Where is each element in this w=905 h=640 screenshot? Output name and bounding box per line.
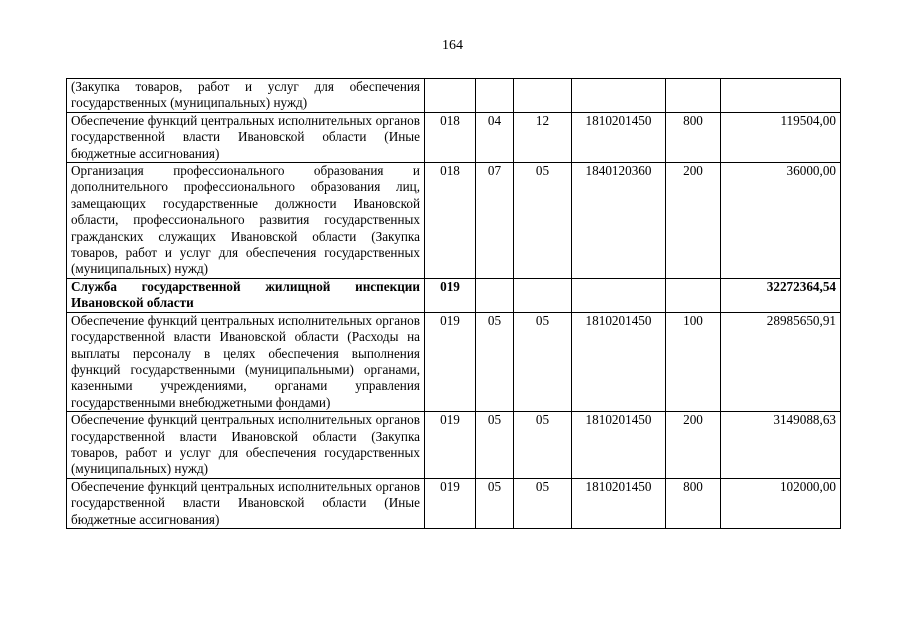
row-ministry-code: 019 <box>425 412 476 479</box>
row-amount <box>721 79 841 113</box>
table-row <box>67 79 841 113</box>
row-ministry-code: 018 <box>425 163 476 279</box>
row-amount: 32272364,54 <box>721 278 841 312</box>
row-target-code <box>572 278 666 312</box>
row-name-cell: Организация профессионального образования и дополнительного профессионального образования лиц, замещающих государственные должности Ивановской области, профессионального развития государственных гражданских служащих Ивановской области (Закупка товаров, работ и услуг для обеспечения государственных (муниципальных) нужд) <box>67 163 425 279</box>
table-row <box>67 278 841 312</box>
row-target-code: 1810201450 <box>572 412 666 479</box>
table-row <box>67 478 841 528</box>
row-expense-type-code: 800 <box>666 112 721 162</box>
row-ministry-code: 019 <box>425 478 476 528</box>
budget-table <box>66 78 841 529</box>
table-row <box>67 163 841 279</box>
row-name-cell: Обеспечение функций центральных исполнительных органов государственной власти Ивановской области (Расходы на выплаты персоналу в целях обеспечения выполнения функций государственными (муниципальными) органами, казенными учреждениями, органами управления государственными внебюджетными фондами) <box>67 312 425 411</box>
row-expense-type-code <box>666 79 721 113</box>
row-subsection-code: 05 <box>514 478 572 528</box>
row-section-code: 07 <box>476 163 514 279</box>
row-section-code: 05 <box>476 478 514 528</box>
row-target-code <box>572 79 666 113</box>
row-target-code: 1810201450 <box>572 112 666 162</box>
table-row <box>67 112 841 162</box>
row-section-code <box>476 79 514 113</box>
row-amount: 36000,00 <box>721 163 841 279</box>
row-subsection-code: 05 <box>514 412 572 479</box>
row-name-cell: Обеспечение функций центральных исполнительных органов государственной власти Ивановской области (Закупка товаров, работ и услуг для обеспечения государственных (муниципальных) нужд) <box>67 412 425 479</box>
row-section-code: 05 <box>476 412 514 479</box>
row-subsection-code <box>514 79 572 113</box>
row-subsection-code: 05 <box>514 163 572 279</box>
row-ministry-code: 019 <box>425 278 476 312</box>
row-target-code: 1810201450 <box>572 312 666 411</box>
row-ministry-code: 019 <box>425 312 476 411</box>
row-name-cell: (Закупка товаров, работ и услуг для обеспечения государственных (муниципальных) нужд) <box>67 79 425 113</box>
row-amount: 102000,00 <box>721 478 841 528</box>
row-name-cell: Обеспечение функций центральных исполнительных органов государственной власти Ивановской области (Иные бюджетные ассигнования) <box>67 112 425 162</box>
row-amount: 119504,00 <box>721 112 841 162</box>
row-subsection-code <box>514 278 572 312</box>
row-expense-type-code: 200 <box>666 412 721 479</box>
row-subsection-code: 05 <box>514 312 572 411</box>
row-subsection-code: 12 <box>514 112 572 162</box>
table-row <box>67 412 841 479</box>
row-target-code: 1810201450 <box>572 478 666 528</box>
row-expense-type-code <box>666 278 721 312</box>
page-number: 164 <box>442 38 463 53</box>
row-name-cell: Служба государственной жилищной инспекции Ивановской области <box>67 278 425 312</box>
row-name-cell: Обеспечение функций центральных исполнительных органов государственной власти Ивановской области (Иные бюджетные ассигнования) <box>67 478 425 528</box>
row-section-code: 04 <box>476 112 514 162</box>
row-section-code <box>476 278 514 312</box>
row-section-code: 05 <box>476 312 514 411</box>
row-target-code: 1840120360 <box>572 163 666 279</box>
row-expense-type-code: 200 <box>666 163 721 279</box>
row-ministry-code: 018 <box>425 112 476 162</box>
row-expense-type-code: 100 <box>666 312 721 411</box>
row-ministry-code <box>425 79 476 113</box>
row-amount: 3149088,63 <box>721 412 841 479</box>
row-expense-type-code: 800 <box>666 478 721 528</box>
row-amount: 28985650,91 <box>721 312 841 411</box>
table-row <box>67 312 841 411</box>
